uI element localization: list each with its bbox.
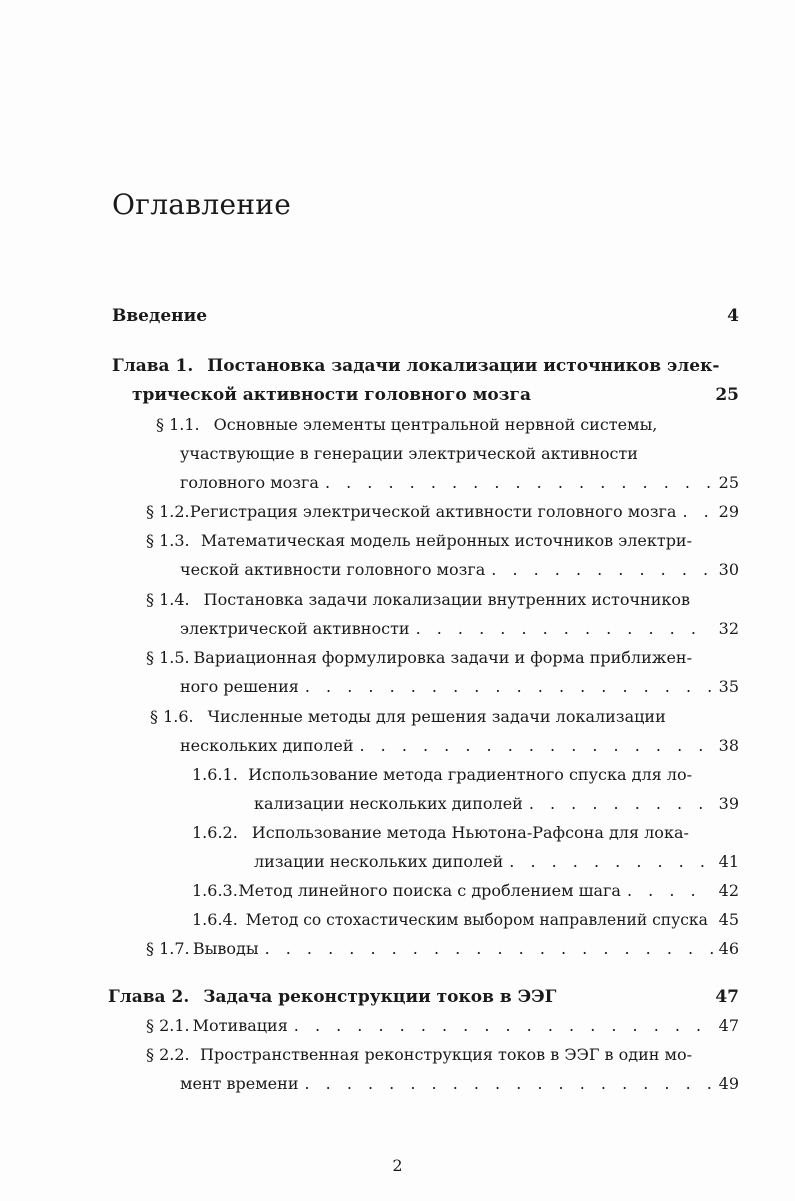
entry-page: 25 bbox=[715, 385, 739, 405]
entry-number: § 1.7. bbox=[146, 939, 190, 958]
entry-label: участвующие в генерации электрической активности bbox=[180, 444, 638, 463]
entry-label: Регистрация электрической активности головного мозга bbox=[189, 502, 677, 521]
entry-label: Пространственная реконструкция токов в ЭЭГ в один мо- bbox=[200, 1045, 692, 1064]
toc-entry-1-6-2-cont bbox=[254, 852, 739, 871]
toc-entry-chapter-1-cont bbox=[132, 385, 739, 405]
toc-entry-1-1-cont bbox=[180, 444, 692, 463]
entry-label: нескольких диполей bbox=[180, 736, 354, 755]
toc-entry-1-6-2[interactable] bbox=[192, 823, 692, 842]
dot-leader bbox=[529, 794, 713, 813]
entry-label: Выводы bbox=[192, 939, 259, 958]
dot-leader bbox=[509, 852, 712, 871]
entry-page: 47 bbox=[715, 987, 739, 1007]
dot-leader bbox=[491, 560, 712, 579]
entry-label: Метод линейного поиска с дроблением шага bbox=[238, 881, 621, 900]
entry-number: § 1.4. bbox=[146, 590, 190, 609]
dot-leader bbox=[682, 502, 712, 521]
entry-label: Использование метода Ньютона-Рафсона для лока- bbox=[251, 823, 689, 842]
toc-entry-1-6-1-cont bbox=[254, 794, 739, 813]
toc-entry-1-3[interactable] bbox=[146, 531, 692, 550]
toc-entry-2-2[interactable] bbox=[146, 1045, 692, 1064]
entry-number: 1.6.4. bbox=[192, 910, 238, 929]
toc-entry-intro[interactable] bbox=[112, 306, 739, 326]
entry-number: 1.6.2. bbox=[192, 823, 238, 842]
dot-leader bbox=[265, 939, 713, 958]
toc-entry-1-3-cont bbox=[180, 560, 739, 579]
dot-leader bbox=[627, 881, 713, 900]
entry-page: 47 bbox=[718, 1016, 739, 1035]
entry-number: § 1.1. bbox=[156, 415, 200, 434]
entry-page: 38 bbox=[718, 736, 739, 755]
entry-page: 49 bbox=[718, 1074, 739, 1093]
entry-label: Математическая модель нейронных источников электри- bbox=[200, 531, 692, 550]
dot-leader bbox=[305, 677, 713, 696]
entry-page: 42 bbox=[718, 881, 739, 900]
entry-label: Мотивация bbox=[192, 1016, 288, 1035]
toc-entry-1-2[interactable] bbox=[146, 502, 739, 521]
entry-page: 41 bbox=[718, 852, 739, 871]
entry-page: 35 bbox=[718, 677, 739, 696]
entry-label: мент времени bbox=[180, 1074, 299, 1093]
toc-entry-1-4-cont bbox=[180, 619, 739, 638]
toc-entry-chapter-2[interactable] bbox=[108, 987, 739, 1007]
dot-leader bbox=[304, 1074, 712, 1093]
entry-label: Основные элементы центральной нервной системы, bbox=[213, 415, 658, 434]
entry-label: Вариационная формулировка задачи и форма приближен- bbox=[193, 648, 692, 667]
entry-page: 25 bbox=[718, 473, 739, 492]
entry-label: Введение bbox=[112, 306, 208, 326]
toc-entry-1-6-cont bbox=[180, 736, 739, 755]
entry-number: § 1.2. bbox=[146, 502, 190, 521]
entry-label: головного мозга bbox=[180, 473, 319, 492]
entry-label: ного решения bbox=[180, 677, 299, 696]
toc-entry-1-6-4[interactable] bbox=[192, 910, 739, 929]
entry-number: 1.6.3. bbox=[192, 881, 238, 900]
entry-number: 1.6.1. bbox=[192, 765, 238, 784]
entry-label: лизации нескольких диполей bbox=[254, 852, 504, 871]
entry-page: 32 bbox=[718, 619, 739, 638]
entry-page: 4 bbox=[727, 306, 739, 326]
entry-label: ческой активности головного мозга bbox=[180, 560, 486, 579]
toc-entry-1-6-3[interactable] bbox=[192, 881, 739, 900]
toc-entry-1-1[interactable] bbox=[156, 415, 692, 434]
toc-entry-1-1-cont bbox=[180, 473, 739, 492]
entry-page: 39 bbox=[718, 794, 739, 813]
toc-entry-2-1[interactable] bbox=[146, 1016, 739, 1035]
entry-label: Постановка задачи локализации источников элек- bbox=[207, 356, 720, 376]
dot-leader bbox=[416, 619, 713, 638]
toc-entry-1-4[interactable] bbox=[146, 590, 692, 609]
dot-leader bbox=[325, 473, 713, 492]
toc-entry-2-2-cont bbox=[180, 1074, 739, 1093]
toc-entry-chapter-1[interactable] bbox=[112, 356, 739, 376]
toc-entry-1-7[interactable] bbox=[146, 939, 739, 958]
entry-label: кализации нескольких диполей bbox=[254, 794, 523, 813]
page-number: 2 bbox=[392, 1156, 403, 1175]
entry-page: 46 bbox=[718, 939, 739, 958]
entry-label: Использование метода градиентного спуска для ло- bbox=[248, 765, 692, 784]
toc-entry-1-6[interactable] bbox=[150, 707, 692, 726]
entry-page: 29 bbox=[718, 502, 739, 521]
entry-label: Численные методы для решения задачи локализации bbox=[207, 707, 666, 726]
dot-leader bbox=[294, 1016, 713, 1035]
dot-leader bbox=[359, 736, 712, 755]
entry-label: трической активности головного мозга bbox=[132, 385, 531, 405]
entry-page: 45 bbox=[718, 910, 739, 929]
entry-number: § 2.2. bbox=[146, 1045, 190, 1064]
entry-number: § 1.6. bbox=[150, 707, 194, 726]
entry-label: электрической активности bbox=[180, 619, 410, 638]
toc-entry-1-5-cont bbox=[180, 677, 739, 696]
entry-label: Метод со стохастическим выбором направлений спуска bbox=[245, 911, 708, 929]
entry-number: § 1.3. bbox=[146, 531, 190, 550]
entry-label: Постановка задачи локализации внутренних источников bbox=[203, 590, 691, 609]
entry-number: Глава 2. bbox=[108, 987, 190, 1007]
entry-number: Глава 1. bbox=[112, 356, 194, 376]
entry-label: Задача реконструкции токов в ЭЭГ bbox=[203, 987, 557, 1007]
toc-entry-1-6-1[interactable] bbox=[192, 765, 692, 784]
toc-title: Оглавление bbox=[112, 188, 292, 221]
entry-number: § 1.5. bbox=[146, 648, 190, 667]
entry-number: § 2.1. bbox=[146, 1016, 190, 1035]
toc-entry-1-5[interactable] bbox=[146, 648, 692, 667]
entry-page: 30 bbox=[718, 560, 739, 579]
